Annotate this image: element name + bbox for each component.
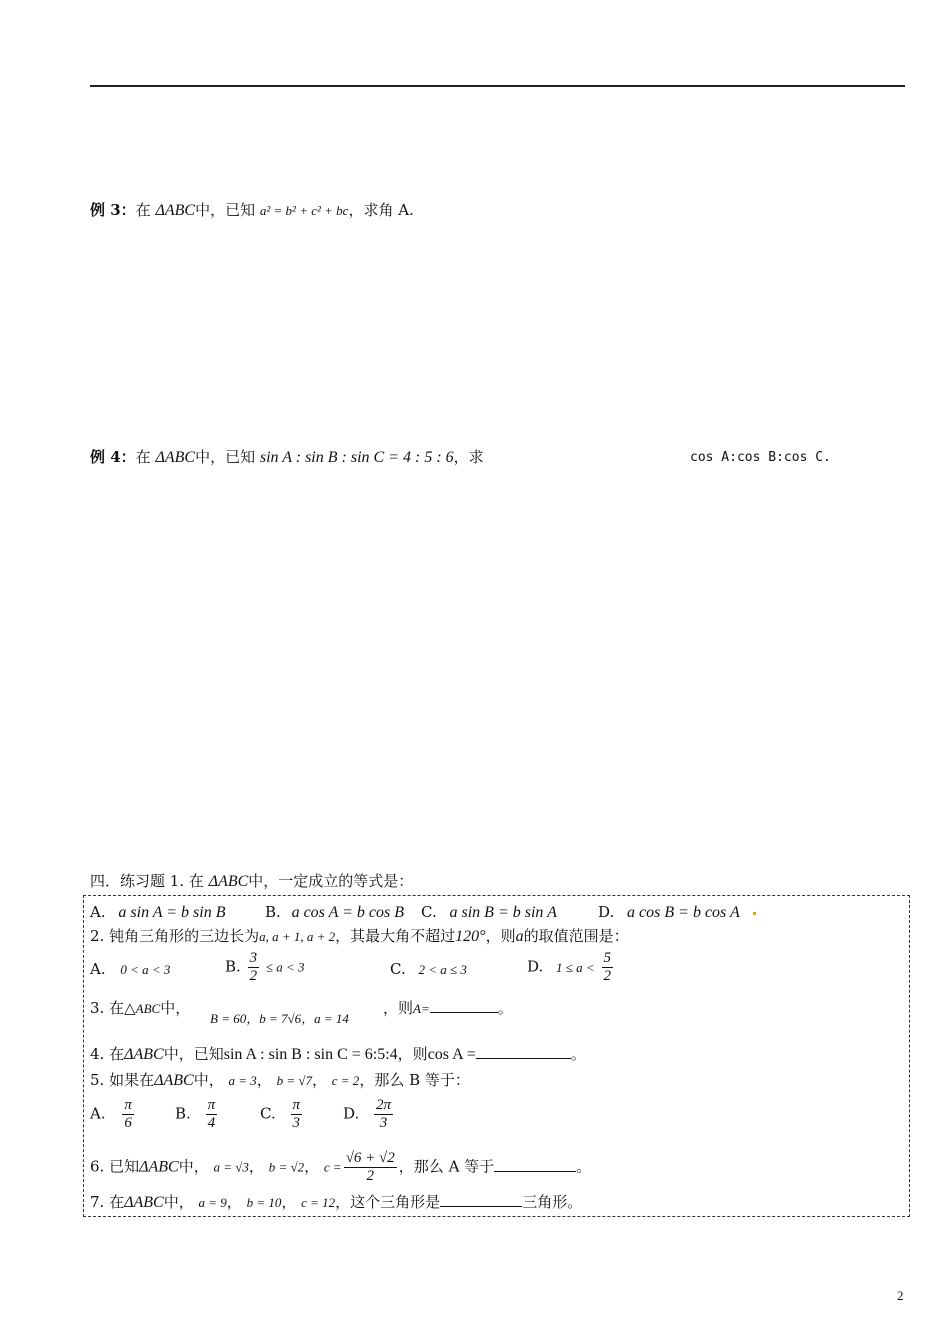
- q2-angle: 120°: [455, 928, 486, 945]
- example-3-post: ，求角 A.: [348, 201, 414, 219]
- exercise-q3: [90, 998, 190, 1019]
- q5-option-d-num: 2π: [376, 1097, 392, 1113]
- q5-option-c: [260, 1097, 304, 1132]
- q2-option-b-expr: ≤ a < 3: [265, 959, 305, 975]
- q3-ask: [383, 998, 513, 1019]
- q1-post: 中，一定成立的等式是：: [248, 872, 414, 890]
- q7-mid: 中，: [163, 1193, 194, 1211]
- q4-ask-label: cos A =: [427, 1046, 476, 1063]
- q2-option-a: [90, 959, 170, 980]
- q5-option-d: [343, 1097, 395, 1132]
- q5-c: c = 2: [331, 1073, 360, 1088]
- q2-mid: ，其最大角不超过: [335, 927, 456, 945]
- q6-end: 。: [576, 1157, 592, 1176]
- q2-option-d-expr: 1 ≤ a <: [556, 959, 595, 975]
- q5-option-c-den: 3: [292, 1115, 300, 1131]
- q7-pre: 7. 在: [90, 1193, 125, 1211]
- q1-option-d: [598, 902, 756, 923]
- q5-pre: 5. 如果在: [90, 1071, 155, 1089]
- exercises-header: 四．练习题: [90, 872, 166, 890]
- q5-option-d-den: 3: [379, 1115, 388, 1131]
- q4-mid: 中，已知: [163, 1045, 224, 1063]
- exercise-q4: [90, 1044, 586, 1065]
- q1-option-c-label: C.: [421, 903, 437, 921]
- q5-option-a-num: π: [124, 1097, 132, 1113]
- q3-pre: 3. 在△: [90, 999, 136, 1017]
- example-4: [90, 447, 484, 468]
- example-3-pre: 在: [135, 201, 151, 219]
- q7-end: 三角形。: [522, 1193, 583, 1211]
- q2-pre: 2. 钝角三角形的三边长为: [90, 927, 260, 945]
- q1-option-b-label: B.: [265, 903, 281, 921]
- q2-option-a-label: A.: [90, 960, 106, 978]
- q1-option-d-label: D.: [598, 903, 615, 921]
- q5-triangle: ΔABC: [154, 1072, 194, 1089]
- q6-mid: 中，: [178, 1157, 209, 1176]
- q4-triangle: ΔABC: [124, 1046, 164, 1063]
- q1-option-b-expr: a cos A = b cos B: [291, 904, 404, 921]
- q3-post: ，则: [383, 999, 414, 1017]
- example-4-mid: 中，已知: [195, 448, 256, 466]
- q1-option-d-expr: a cos B = b cos A: [627, 904, 740, 921]
- example-3-formula: a² = b² + c² + bc: [259, 203, 349, 218]
- exercise-q6: 6. 已知ΔABC中， a = √3， b = √2， c = $\frac{√6 + √2}{2}$ ，那么 A 等于 。: [90, 1150, 592, 1184]
- q5-option-c-label: C.: [260, 1104, 276, 1123]
- header-rule: [90, 85, 905, 87]
- q2-var: a: [515, 928, 524, 945]
- q6-a: a = √3: [213, 1159, 249, 1175]
- q4-given: sin A : sin B : sin C = 6:5:4: [223, 1046, 398, 1063]
- q3-ask-label: A=: [413, 1001, 430, 1016]
- example-3-label: 例 3：: [90, 201, 136, 219]
- q4-end: 。: [570, 1045, 586, 1063]
- q5-post: ，那么 B 等于：: [359, 1071, 470, 1089]
- q3-end: 。: [497, 999, 513, 1017]
- q7-c: c = 12: [301, 1195, 336, 1210]
- marker-dot: [753, 912, 756, 915]
- q2-option-d-label: D.: [527, 957, 544, 976]
- example-3-mid: 中，已知: [195, 201, 256, 219]
- q2-option-b-num: 3: [249, 950, 258, 966]
- q7-post: ，这个三角形是: [335, 1193, 441, 1211]
- q7-b: b = 10: [246, 1195, 282, 1210]
- q4-post: ，则: [397, 1045, 428, 1063]
- q5-option-d-label: D.: [343, 1104, 360, 1123]
- q2-option-c-label: C.: [390, 960, 406, 978]
- q1-option-b: [265, 902, 404, 923]
- example-4-triangle: ΔABC: [155, 449, 196, 466]
- q1-triangle: ΔABC: [208, 873, 249, 890]
- q2-post: ，则: [485, 927, 516, 945]
- q4-answer-blank[interactable]: [476, 1044, 571, 1059]
- q5-option-b-label: B.: [175, 1104, 191, 1123]
- q3-answer-blank[interactable]: [430, 998, 498, 1013]
- q5-b: b = √7: [276, 1073, 312, 1088]
- q6-c-pre: c =: [323, 1159, 342, 1175]
- q1-option-a: [90, 902, 226, 923]
- q5-option-b-num: π: [207, 1097, 216, 1113]
- q5-option-b-den: 4: [207, 1115, 216, 1131]
- q5-option-a-label: A.: [90, 1104, 106, 1123]
- exercise-q1: [90, 871, 413, 892]
- q5-a: a = 3: [228, 1073, 257, 1088]
- exercise-q5: 5. 如果在ΔABC中， a = 3， b = √7， c = 2，那么 B 等于：: [90, 1071, 470, 1089]
- example-3: [90, 200, 414, 221]
- q3-mid: 中，: [160, 999, 191, 1017]
- q4-pre: 4. 在: [90, 1045, 125, 1063]
- q2-option-c-expr: 2 < a ≤ 3: [418, 962, 467, 977]
- example-4-target: cos A:cos B:cos C.: [690, 450, 831, 465]
- q2-option-d-den: 2: [603, 968, 611, 984]
- q2-option-d-num: 5: [603, 950, 611, 966]
- q5-option-a-den: 6: [124, 1115, 132, 1131]
- q7-triangle: ΔABC: [124, 1194, 164, 1211]
- q6-c-num: √6 + √2: [345, 1150, 395, 1166]
- page-number: 2: [897, 1288, 904, 1303]
- q2-option-b-den: 2: [249, 968, 258, 984]
- q7-a: a = 9: [198, 1195, 227, 1210]
- example-4-post: ，求: [453, 448, 484, 466]
- q1-option-c: [421, 902, 557, 923]
- q2-option-c: [390, 959, 467, 980]
- q6-c-den: 2: [366, 1168, 374, 1184]
- example-4-label: 例 4：: [90, 448, 136, 466]
- q2-sides: a, a + 1, a + 2: [259, 929, 336, 944]
- exercise-q2: [90, 926, 629, 947]
- q6-post: ，那么 A 等于: [398, 1157, 495, 1176]
- q1-option-c-expr: a sin B = b sin A: [449, 904, 557, 921]
- q7-answer-blank[interactable]: [440, 1192, 522, 1207]
- q2-option-a-expr: 0 < a < 3: [120, 962, 171, 977]
- q5-option-b: [175, 1097, 219, 1132]
- q3-triangle: ABC: [135, 1001, 161, 1016]
- q1-pre: 1. 在: [169, 872, 204, 890]
- example-4-formula: sin A : sin B : sin C = 4 : 5 : 6: [259, 449, 454, 466]
- q5-mid: 中，: [193, 1071, 224, 1089]
- q3-given-expr: B = 60，b = 7√6，a = 14: [210, 1011, 349, 1026]
- exercise-q7: 7. 在ΔABC中， a = 9， b = 10， c = 12，这个三角形是 三角形。: [90, 1193, 583, 1211]
- q6-pre: 6. 已知: [90, 1157, 140, 1176]
- q5-option-c-num: π: [292, 1097, 301, 1113]
- q1-option-a-expr: a sin A = b sin B: [118, 904, 226, 921]
- q2-option-d: [527, 950, 615, 985]
- example-3-triangle: ΔABC: [155, 202, 196, 219]
- q3-given: [210, 1008, 349, 1029]
- q6-b: b = √2: [268, 1159, 305, 1175]
- example-4-pre: 在: [135, 448, 151, 466]
- q2-option-b-label: B.: [225, 957, 241, 976]
- q6-answer-blank[interactable]: [494, 1157, 576, 1172]
- q5-option-a: [90, 1097, 136, 1132]
- q2-option-b: [225, 950, 305, 985]
- q2-end: 的取值范围是：: [523, 927, 629, 945]
- q1-option-a-label: A.: [90, 903, 106, 921]
- q6-triangle: ΔABC: [139, 1158, 179, 1176]
